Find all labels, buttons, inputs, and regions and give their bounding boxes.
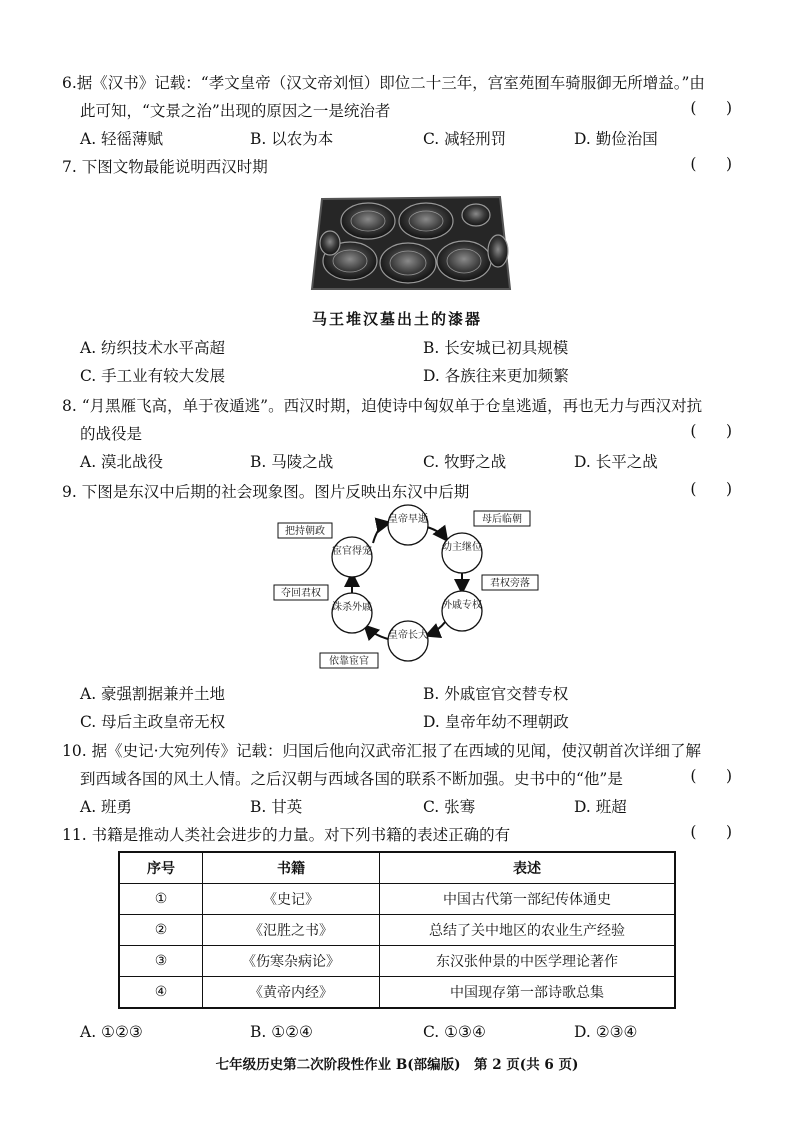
q6-option-a[interactable]: A. 轻徭薄赋	[80, 130, 164, 148]
q7-option-b[interactable]: B. 长安城已初具规模	[423, 339, 569, 357]
cell-number: ①	[119, 884, 203, 915]
cell-book: 《黄帝内经》	[203, 977, 380, 1009]
q9-option-a[interactable]: A. 豪强割据兼并土地	[80, 685, 226, 703]
cell-description: 中国古代第一部纪传体通史	[380, 884, 676, 915]
q10-answer-paren[interactable]: ( )	[690, 767, 732, 785]
q7-option-c[interactable]: C. 手工业有较大发展	[80, 367, 226, 385]
q9-answer-paren[interactable]: ( )	[690, 480, 732, 498]
cell-description: 中国现存第一部诗歌总集	[380, 977, 676, 1009]
q6-option-c[interactable]: C. 减轻刑罚	[423, 130, 507, 148]
q11-option-a[interactable]: A. ①②③	[80, 1023, 143, 1041]
cell-number: ④	[119, 977, 203, 1009]
cell-number: ③	[119, 946, 203, 977]
node-emperor-grows-up: 皇帝长大	[388, 630, 428, 641]
q11-option-c[interactable]: C. ①③④	[423, 1023, 486, 1041]
q11-answer-paren[interactable]: ( )	[690, 823, 732, 841]
cell-description: 东汉张仲景的中医学理论著作	[380, 946, 676, 977]
q11-books-table	[118, 851, 676, 1009]
q10-option-b[interactable]: B. 甘英	[250, 798, 303, 816]
label-regain-power: 夺回君权	[281, 588, 321, 599]
cell-description: 总结了关中地区的农业生产经验	[380, 915, 676, 946]
q7-option-a[interactable]: A. 纺织技术水平高超	[80, 339, 226, 357]
table-header-row	[119, 852, 675, 884]
q7-answer-paren[interactable]: ( )	[690, 155, 732, 173]
q6-option-b[interactable]: B. 以农为本	[250, 130, 334, 148]
q8-answer-paren[interactable]: ( )	[690, 422, 732, 440]
q10-option-a[interactable]: A. 班勇	[80, 798, 133, 816]
q7-stem: 7. 下图文物最能说明西汉时期	[62, 158, 268, 176]
page-footer: 七年级历史第二次阶段性作业 B(部编版) 第 2 页(共 6 页)	[215, 1057, 579, 1073]
cell-number: ②	[119, 915, 203, 946]
col-header-book: 书籍	[203, 852, 380, 884]
lacquerware-image	[308, 193, 513, 293]
q7-option-d[interactable]: D. 各族往来更加频繁	[423, 367, 569, 385]
q9-stem: 9. 下图是东汉中后期的社会现象图。图片反映出东汉中后期	[62, 483, 470, 501]
q9-option-c[interactable]: C. 母后主政皇帝无权	[80, 713, 226, 731]
q8-stem-line2: 的战役是	[80, 425, 143, 443]
q6-stem-line1: 6.据《汉书》记载：“孝文皇帝（汉文帝刘恒）即位二十三年，宫室苑囿车骑服御无所增益。”由	[62, 74, 705, 92]
q11-option-d[interactable]: D. ②③④	[574, 1023, 638, 1041]
q8-option-b[interactable]: B. 马陵之战	[250, 453, 334, 471]
node-young-heir: 幼主继位	[442, 542, 482, 553]
node-eunuch-favor: 宦官得宠	[332, 546, 372, 557]
cell-book: 《伤寒杂病论》	[203, 946, 380, 977]
label-empress-dowager: 母后临朝	[482, 514, 522, 525]
q11-option-b[interactable]: B. ①②④	[250, 1023, 313, 1041]
label-power-lost: 君权旁落	[490, 578, 530, 589]
cell-book: 《氾胜之书》	[203, 915, 380, 946]
table-row	[119, 977, 675, 1009]
cell-book: 《史记》	[203, 884, 380, 915]
q7-image-caption: 马王堆汉墓出土的漆器	[311, 310, 482, 328]
label-control-court: 把持朝政	[285, 526, 325, 537]
q9-cycle-diagram	[270, 503, 545, 675]
node-emperor-early-death: 皇帝早逝	[388, 514, 428, 525]
q8-option-c[interactable]: C. 牧野之战	[423, 453, 507, 471]
q6-option-d[interactable]: D. 勤俭治国	[574, 130, 658, 148]
q6-stem-line2: 此可知，“文景之治”出现的原因之一是统治者	[80, 102, 391, 120]
q8-stem-line1: 8. “月黑雁飞高，单于夜遁逃”。西汉时期，迫使诗中匈奴单于仓皇逃遁，再也无力与西汉对抗	[62, 397, 703, 415]
q8-option-a[interactable]: A. 漠北战役	[80, 453, 164, 471]
table-row	[119, 884, 675, 915]
q6-answer-paren[interactable]: ( )	[690, 99, 732, 117]
q9-option-b[interactable]: B. 外戚宦官交替专权	[423, 685, 569, 703]
q9-option-d[interactable]: D. 皇帝年幼不理朝政	[423, 713, 569, 731]
q10-stem-line2: 到西域各国的风土人情。之后汉朝与西域各国的联系不断加强。史书中的“他”是	[80, 770, 623, 788]
q11-stem: 11. 书籍是推动人类社会进步的力量。对下列书籍的表述正确的有	[62, 826, 511, 844]
table-row	[119, 946, 675, 977]
col-header-description: 表述	[380, 852, 676, 884]
table-row	[119, 915, 675, 946]
label-rely-eunuchs: 依靠宦官	[329, 656, 369, 667]
node-consort-clan-power: 外戚专权	[442, 600, 482, 611]
q8-option-d[interactable]: D. 长平之战	[574, 453, 658, 471]
q10-stem-line1: 10. 据《史记·大宛列传》记载：归国后他向汉武帝汇报了在西域的见闻，使汉朝首次详细了解	[62, 742, 702, 760]
q10-option-d[interactable]: D. 班超	[574, 798, 627, 816]
q10-option-c[interactable]: C. 张骞	[423, 798, 476, 816]
col-header-number: 序号	[119, 852, 203, 884]
node-kill-consort-clan: 诛杀外戚	[332, 602, 372, 613]
